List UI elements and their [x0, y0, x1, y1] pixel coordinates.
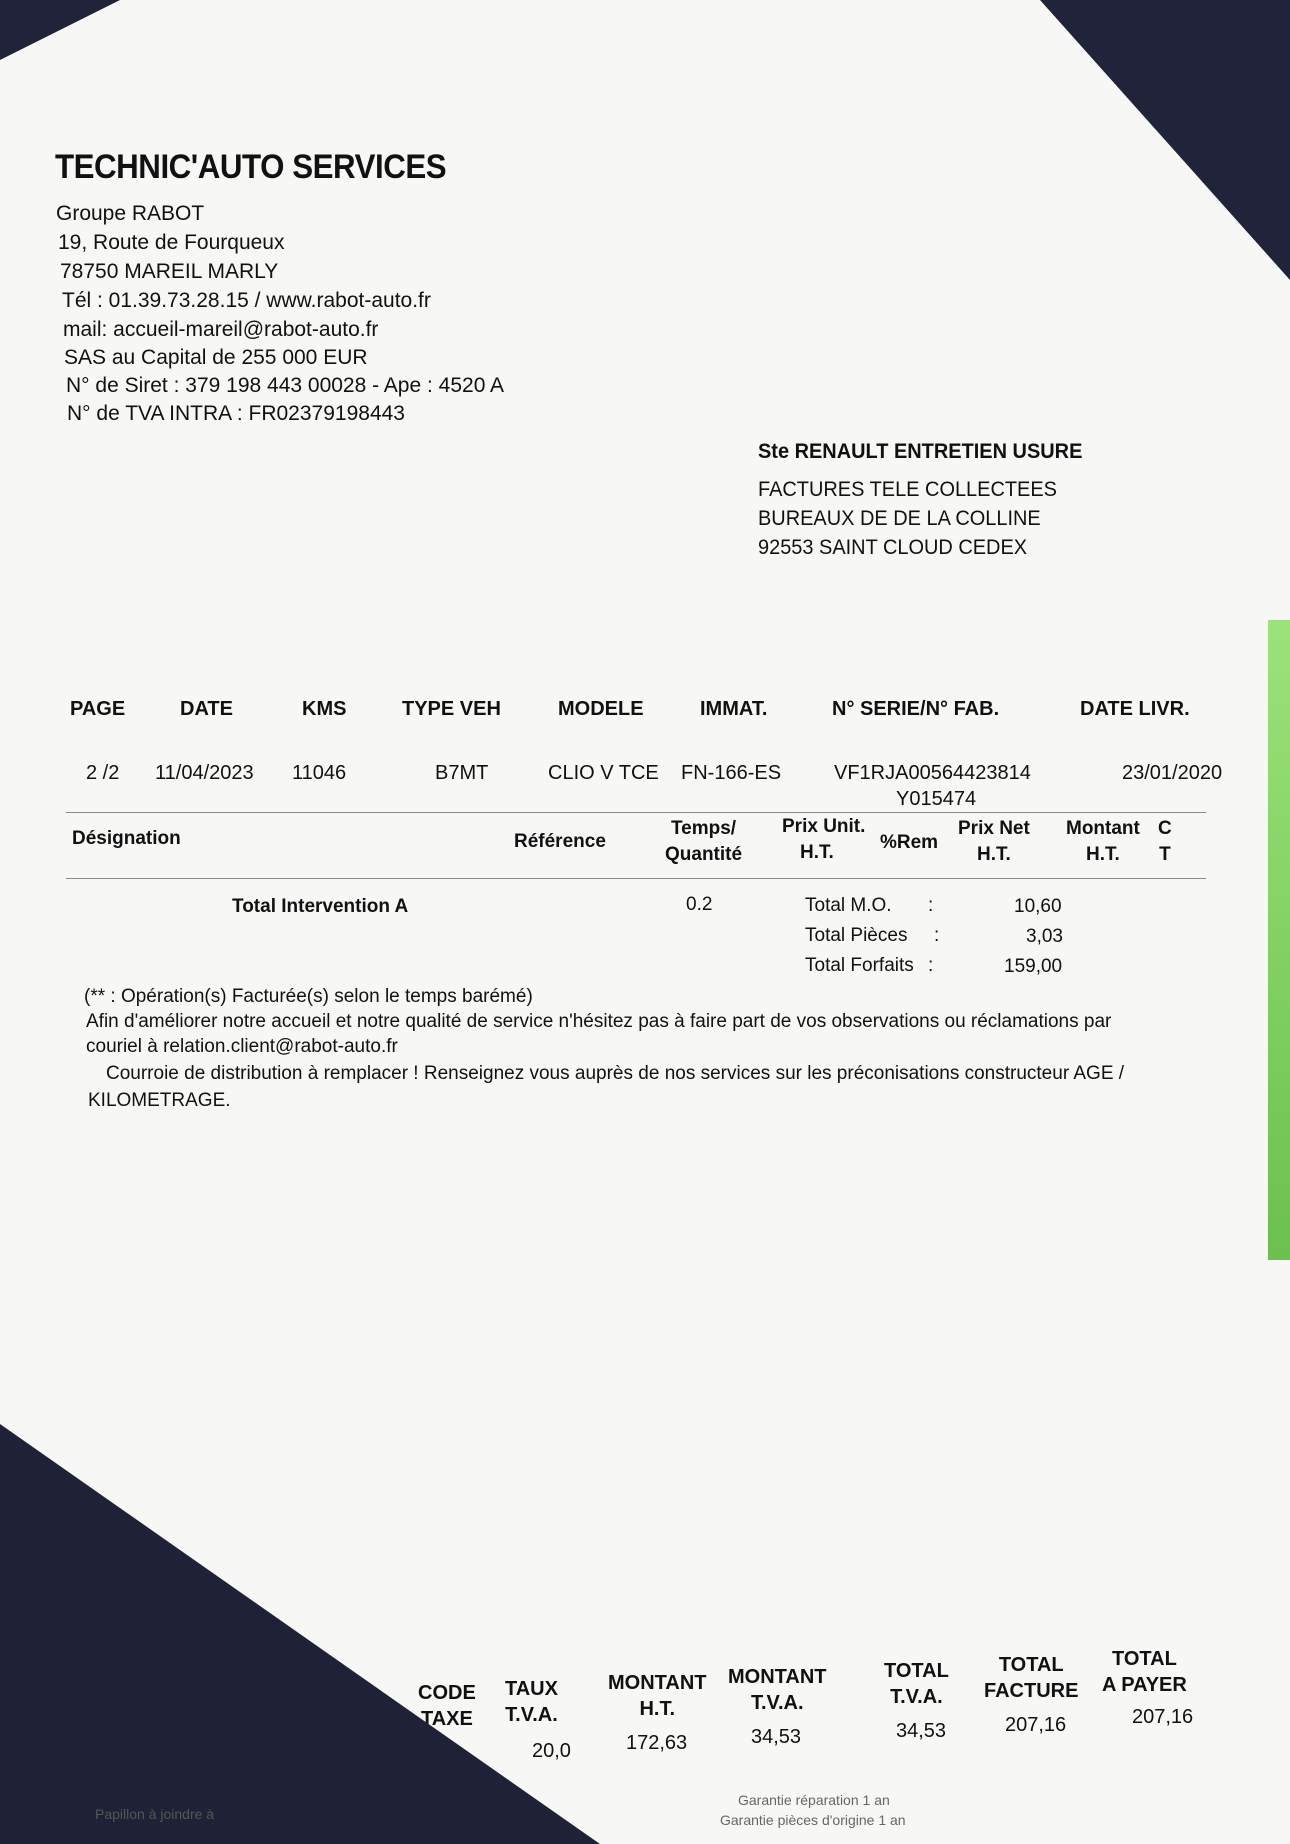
value-immat: FN-166-ES [681, 762, 782, 784]
tax-value-montant-tva: 34,53 [751, 1726, 802, 1748]
header-date-livr: DATE LIVR. [1080, 698, 1190, 720]
header-type-veh: TYPE VEH [402, 698, 501, 720]
photo-shadow [0, 1424, 600, 1844]
col-designation: Désignation [72, 828, 181, 849]
warranty-parts: Garantie pièces d'origine 1 an [720, 1812, 906, 1828]
header-page: PAGE [70, 698, 126, 720]
tax-col-code: CODE TAXE [418, 1682, 476, 1730]
tax-col-total-facture: TOTAL FACTURE [984, 1654, 1079, 1702]
divider [66, 878, 1206, 879]
col-montant: Montant H.T. [1066, 818, 1140, 865]
company-line: SAS au Capital de 255 000 EUR [64, 346, 368, 369]
client-line: FACTURES TELE COLLECTEES [758, 478, 1057, 501]
papillon-note: Papillon à joindre à [95, 1806, 215, 1822]
col-rem: %Rem [880, 832, 939, 853]
value-type-veh: B7MT [435, 762, 489, 784]
total-intervention-qty: 0.2 [686, 894, 713, 915]
total-forfaits-sep: : [928, 955, 934, 976]
client-line: BUREAUX DE DE LA COLLINE [758, 507, 1041, 530]
company-line: 19, Route de Fourqueux [58, 231, 285, 254]
note-service-email: couriel à relation.client@rabot-auto.fr [86, 1036, 398, 1057]
photo-shadow [0, 0, 120, 60]
company-line: N° de Siret : 379 198 443 00028 - Ape : 4520 A [66, 374, 505, 397]
company-line: N° de TVA INTRA : FR02379198443 [67, 402, 405, 425]
value-date-livr: 23/01/2020 [1122, 762, 1223, 784]
value-fab: Y015474 [896, 788, 977, 810]
client-line: 92553 SAINT CLOUD CEDEX [758, 536, 1028, 559]
note-bareme: (** : Opération(s) Facturée(s) selon le temps barémé) [84, 986, 533, 1007]
tax-value-montant-ht: 172,63 [626, 1732, 688, 1754]
client-name: Ste RENAULT ENTRETIEN USURE [758, 440, 1083, 463]
value-date: 11/04/2023 [155, 762, 254, 784]
value-serie: VF1RJA00564423814 [834, 762, 1031, 784]
note-courroie: Courroie de distribution à remplacer ! Renseignez vous auprès de nos services sur les préconisations constructeur AGE / [106, 1063, 1125, 1084]
photo-shadow [1040, 0, 1290, 280]
divider [66, 812, 1206, 813]
total-forfaits-label: Total Forfaits [805, 955, 914, 976]
company-line: mail: accueil-mareil@rabot-auto.fr [63, 318, 379, 341]
header-immat: IMMAT. [700, 698, 768, 720]
col-reference: Référence [514, 831, 606, 852]
tax-col-montant-tva: MONTANT T.V.A. [728, 1666, 827, 1714]
total-mo-label: Total M.O. [805, 895, 892, 916]
tax-value-total-a-payer: 207,16 [1132, 1706, 1194, 1728]
tax-col-montant-ht: MONTANT H.T. [608, 1672, 707, 1720]
total-mo-sep: : [928, 895, 934, 916]
company-line: Groupe RABOT [56, 202, 205, 225]
total-pieces-label: Total Pièces [805, 925, 908, 946]
total-forfaits-value: 159,00 [1004, 956, 1063, 977]
value-modele: CLIO V TCE [548, 762, 659, 784]
warranty-repair: Garantie réparation 1 an [738, 1792, 890, 1808]
note-courroie-end: KILOMETRAGE. [88, 1090, 231, 1111]
company-name: TECHNIC'AUTO SERVICES [55, 148, 447, 186]
total-intervention-label: Total Intervention A [232, 896, 409, 917]
company-line: 78750 MAREIL MARLY [60, 260, 279, 283]
header-kms: KMS [302, 698, 347, 720]
total-pieces-value: 3,03 [1026, 926, 1063, 947]
note-service: Afin d'améliorer notre accueil et notre qualité de service n'hésitez pas à faire part de vos observations ou réclamations par [86, 1011, 1112, 1032]
tax-value-taux: 20,0 [532, 1740, 571, 1762]
col-ct: C T [1158, 818, 1172, 865]
tax-value-total-facture: 207,16 [1005, 1714, 1067, 1736]
total-mo-value: 10,60 [1014, 896, 1062, 917]
tax-value-total-tva: 34,53 [896, 1720, 947, 1742]
col-prix-unit: Prix Unit. H.T. [782, 816, 866, 863]
value-kms: 11046 [292, 762, 347, 784]
background-edge [1268, 620, 1290, 1260]
tax-col-taux: TAUX T.V.A. [505, 1678, 558, 1726]
company-line: Tél : 01.39.73.28.15 / www.rabot-auto.fr [62, 289, 431, 312]
col-prix-net: Prix Net H.T. [958, 818, 1030, 865]
header-serie: N° SERIE/N° FAB. [832, 698, 1000, 720]
value-page: 2 /2 [86, 762, 120, 784]
tax-col-total-a-payer: TOTAL A PAYER [1102, 1648, 1187, 1696]
header-date: DATE [180, 698, 233, 720]
col-temps: Temps/ Quantité [665, 818, 743, 865]
tax-col-total-tva: TOTAL T.V.A. [884, 1660, 949, 1708]
header-modele: MODELE [558, 698, 644, 720]
total-pieces-sep: : [934, 925, 940, 946]
